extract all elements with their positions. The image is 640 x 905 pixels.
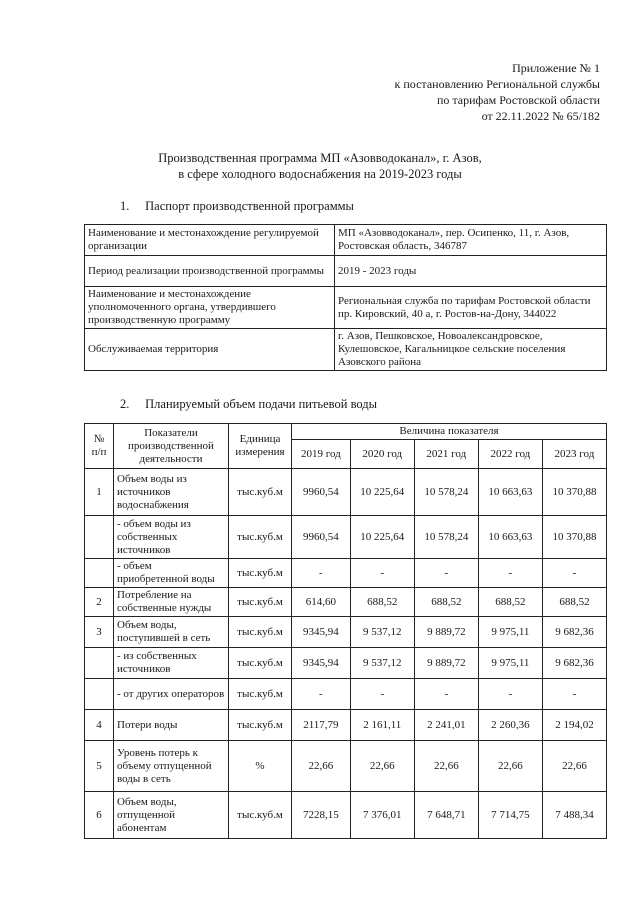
table-row [85, 792, 607, 839]
row-unit: тыс.куб.м [229, 617, 292, 648]
appendix-header [395, 60, 600, 124]
passport-row [85, 256, 607, 287]
passport-label: Наименование и местонахождение уполномоченного органа, утвердившего производственную программу [85, 287, 335, 329]
row-value: 2 194,02 [542, 710, 606, 741]
row-value: 9 975,11 [478, 617, 542, 648]
row-value: 7 714,75 [478, 792, 542, 839]
row-value: 9 682,36 [542, 648, 606, 679]
row-num [85, 516, 114, 559]
row-value: 10 663,63 [478, 516, 542, 559]
title-line: Производственная программа МП «Азовводоканал», г. Азов, [158, 151, 482, 165]
passport-value [335, 287, 607, 329]
row-indicator: - объем воды из собственных источников [114, 516, 229, 559]
header-year: 2023 год [542, 440, 606, 469]
row-value: 7 648,71 [414, 792, 478, 839]
row-value: - [478, 679, 542, 710]
row-value: - [542, 559, 606, 588]
row-num [85, 648, 114, 679]
row-value: 22,66 [350, 741, 414, 792]
plan-header-row [85, 424, 607, 440]
row-value: 7228,15 [292, 792, 351, 839]
appendix-line: от 22.11.2022 № 65/182 [481, 109, 600, 123]
row-value: 688,52 [478, 588, 542, 617]
row-value: 614,60 [292, 588, 351, 617]
row-indicator: - из собственных источников [114, 648, 229, 679]
row-value: 9 537,12 [350, 617, 414, 648]
appendix-line: Приложение № 1 [512, 61, 600, 75]
row-value: 9 975,11 [478, 648, 542, 679]
row-unit: тыс.куб.м [229, 648, 292, 679]
row-num: 5 [85, 741, 114, 792]
row-value: - [292, 559, 351, 588]
row-num: 4 [85, 710, 114, 741]
header-indicator: Показатели производственной деятельности [114, 424, 229, 469]
row-num: 6 [85, 792, 114, 839]
row-value: 688,52 [414, 588, 478, 617]
section-heading-plan [120, 397, 377, 412]
row-num: 1 [85, 469, 114, 516]
row-num [85, 559, 114, 588]
row-value: 688,52 [350, 588, 414, 617]
plan-table [84, 423, 607, 839]
row-indicator: Потребление на собственные нужды [114, 588, 229, 617]
row-indicator: Объем воды, поступившей в сеть [114, 617, 229, 648]
row-value: 9960,54 [292, 516, 351, 559]
row-value: - [478, 559, 542, 588]
row-indicator: - объем приобретенной воды [114, 559, 229, 588]
passport-label: Период реализации производственной программы [85, 256, 335, 287]
table-row [85, 648, 607, 679]
row-value: 9 889,72 [414, 648, 478, 679]
row-value: - [350, 559, 414, 588]
row-value: 2 260,36 [478, 710, 542, 741]
row-value: 10 370,88 [542, 469, 606, 516]
row-unit: % [229, 741, 292, 792]
row-value: - [414, 679, 478, 710]
row-value: 10 663,63 [478, 469, 542, 516]
row-value: 10 225,64 [350, 469, 414, 516]
table-row [85, 588, 607, 617]
table-row [85, 741, 607, 792]
passport-value-line: Региональная служба по тарифам Ростовской области [338, 294, 591, 307]
row-unit: тыс.куб.м [229, 710, 292, 741]
header-num: № п/п [85, 424, 114, 469]
row-unit: тыс.куб.м [229, 559, 292, 588]
row-value: 10 578,24 [414, 516, 478, 559]
row-indicator: Потери воды [114, 710, 229, 741]
header-year: 2019 год [292, 440, 351, 469]
header-value: Величина показателя [292, 424, 607, 440]
document-title [0, 150, 640, 182]
row-value: 22,66 [542, 741, 606, 792]
passport-value: МП «Азовводоканал», пер. Осипенко, 11, г. Азов, Ростовская область, 346787 [335, 225, 607, 256]
row-value: - [292, 679, 351, 710]
row-value: 22,66 [414, 741, 478, 792]
passport-value: г. Азов, Пешковское, Новоалександровское, Кулешовское, Кагальницкое сельские поселения Азовского района [335, 329, 607, 371]
row-value: 9345,94 [292, 648, 351, 679]
row-value: - [542, 679, 606, 710]
section-label: Паспорт производственной программы [145, 199, 354, 213]
row-unit: тыс.куб.м [229, 792, 292, 839]
row-value: 10 578,24 [414, 469, 478, 516]
row-value: 2 161,11 [350, 710, 414, 741]
row-num: 2 [85, 588, 114, 617]
row-num: 3 [85, 617, 114, 648]
row-indicator: Уровень потерь к объему отпущенной воды в сеть [114, 741, 229, 792]
section-number: 1. [120, 199, 130, 213]
section-number: 2. [120, 397, 130, 411]
row-unit: тыс.куб.м [229, 469, 292, 516]
header-year: 2022 год [478, 440, 542, 469]
passport-row [85, 329, 607, 371]
row-value: - [350, 679, 414, 710]
appendix-line: к постановлению Региональной службы [394, 77, 600, 91]
row-value: 7 488,34 [542, 792, 606, 839]
row-value: 2 241,01 [414, 710, 478, 741]
table-row [85, 469, 607, 516]
row-value: 22,66 [478, 741, 542, 792]
row-value: 10 370,88 [542, 516, 606, 559]
table-row [85, 559, 607, 588]
row-unit: тыс.куб.м [229, 679, 292, 710]
row-value: 9960,54 [292, 469, 351, 516]
section-label: Планируемый объем подачи питьевой воды [145, 397, 378, 411]
row-value: 9 682,36 [542, 617, 606, 648]
section-heading-passport [120, 199, 354, 214]
row-value: 7 376,01 [350, 792, 414, 839]
row-value: 9 889,72 [414, 617, 478, 648]
header-year: 2020 год [350, 440, 414, 469]
passport-label: Обслуживаемая территория [85, 329, 335, 371]
header-year: 2021 год [414, 440, 478, 469]
row-indicator: - от других операторов [114, 679, 229, 710]
row-value: 22,66 [292, 741, 351, 792]
table-row [85, 617, 607, 648]
passport-value: 2019 - 2023 годы [335, 256, 607, 287]
appendix-line: по тарифам Ростовской области [436, 93, 600, 107]
passport-value-line: пр. Кировский, 40 а, г. Ростов-на-Дону, 344022 [338, 307, 557, 320]
passport-row [85, 287, 607, 329]
table-row [85, 516, 607, 559]
table-row [85, 679, 607, 710]
title-line: в сфере холодного водоснабжения на 2019-2023 годы [178, 167, 462, 181]
row-value: 10 225,64 [350, 516, 414, 559]
row-value: 688,52 [542, 588, 606, 617]
row-value: - [414, 559, 478, 588]
row-value: 9345,94 [292, 617, 351, 648]
passport-label: Наименование и местонахождение регулируемой организации [85, 225, 335, 256]
row-indicator: Объем воды из источников водоснабжения [114, 469, 229, 516]
row-value: 9 537,12 [350, 648, 414, 679]
row-indicator: Объем воды, отпущенной абонентам [114, 792, 229, 839]
row-value: 2117,79 [292, 710, 351, 741]
row-num [85, 679, 114, 710]
header-unit: Единица измерения [229, 424, 292, 469]
passport-row [85, 225, 607, 256]
passport-table [84, 224, 607, 371]
row-unit: тыс.куб.м [229, 516, 292, 559]
table-row [85, 710, 607, 741]
row-unit: тыс.куб.м [229, 588, 292, 617]
